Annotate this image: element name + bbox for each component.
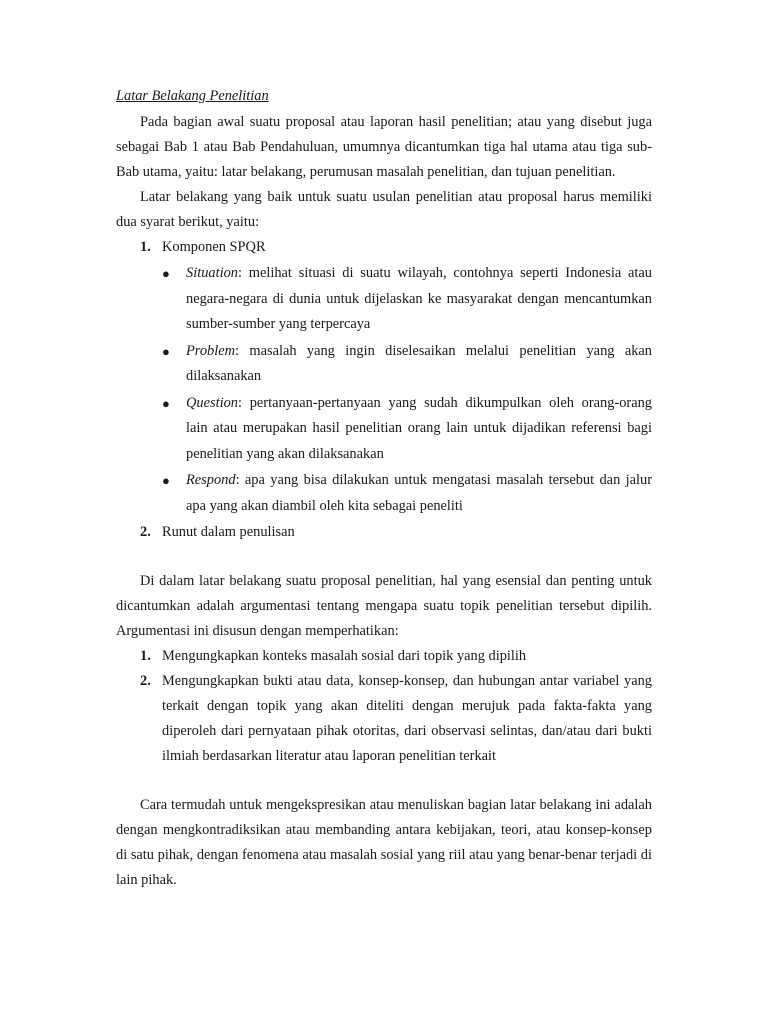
list-item — [116, 520, 652, 545]
spqr-list — [162, 261, 652, 519]
list-number: 2. — [140, 524, 151, 540]
bullet-icon: ● — [162, 343, 170, 359]
list-item — [116, 669, 652, 769]
list-item — [162, 339, 652, 390]
spqr-term: Problem — [186, 342, 236, 359]
paragraph-requirements: Latar belakang yang baik untuk suatu usulan penelitian atau proposal harus memiliki dua syarat berikut, yaitu: — [116, 189, 652, 230]
list-item — [162, 391, 652, 468]
list-item — [162, 468, 652, 519]
argumentation-list — [116, 644, 652, 769]
spacer — [116, 545, 652, 569]
spqr-term: Situation — [186, 265, 238, 281]
spqr-description: : pertanyaan-pertanyaan yang sudah dikumpulkan oleh orang-orang lain atau merupakan hasil penelitian orang lain untuk dijadikan referensi bagi penelitian yang akan dilaksanakan — [186, 394, 652, 462]
section-heading: Latar Belakang Penelitian — [116, 88, 269, 104]
list-number: 1. — [140, 239, 151, 255]
list-number: 1. — [140, 648, 151, 664]
list-item-text: Mengungkapkan konteks masalah sosial dari topik yang dipilih — [162, 648, 527, 664]
spqr-description: : melihat situasi di suatu wilayah, contohnya seperti Indonesia atau negara-negara di dunia untuk dijelaskan ke masyarakat dengan mencantumkan sumber-sumber yang terpercaya — [186, 265, 652, 332]
paragraph-intro: Pada bagian awal suatu proposal atau laporan hasil penelitian; atau yang disebut juga sebagai Bab 1 atau Bab Pendahuluan, umumnya dicantumkan tiga hal utama atau tiga sub-Bab utama, yaitu: latar belakang, perumusan masalah penelitian, dan tujuan penelitian. — [116, 114, 652, 180]
bullet-icon: ● — [162, 473, 170, 488]
bullet-icon: ● — [162, 266, 170, 281]
list-item — [116, 235, 652, 519]
spqr-term: Question — [186, 394, 238, 411]
list-item — [162, 261, 652, 338]
spqr-term: Respond — [186, 472, 236, 488]
requirements-list — [116, 235, 652, 545]
spqr-description: : masalah yang ingin diselesaikan melalui penelitian yang akan dilaksanakan — [186, 342, 652, 384]
list-item — [116, 644, 652, 669]
spacer — [116, 769, 652, 793]
bullet-icon: ● — [162, 395, 170, 411]
paragraph-conclusion: Cara termudah untuk mengekspresikan atau menuliskan bagian latar belakang ini adalah dengan mengkontradiksikan atau membanding antara kebijakan, teori, atau konsep-konsep di satu pihak, dengan fenomena atau masalah sosial yang riil atau yang benar-benar terjadi di lain pihak. — [116, 797, 652, 888]
list-number: 2. — [140, 673, 151, 689]
paragraph-argumentation: Di dalam latar belakang suatu proposal penelitian, hal yang esensial dan penting untuk dicantumkan adalah argumentasi tentang mengapa suatu topik penelitian tersebut dipilih. Argumentasi ini disusun dengan memperhatikan: — [116, 573, 652, 639]
list-item-text: Runut dalam penulisan — [162, 524, 295, 540]
list-item-text: Komponen SPQR — [162, 239, 266, 255]
list-item-text: Mengungkapkan bukti atau data, konsep-konsep, dan hubungan antar variabel yang terkait dengan topik yang akan diteliti dengan merujuk pada fakta-fakta yang diperoleh dari pernyataan pihak otoritas, dari observasi selintas, dan/atau dari bukti ilmiah berdasarkan literatur atau laporan penelitian terkait — [162, 673, 652, 764]
spqr-description: : apa yang bisa dilakukan untuk mengatasi masalah tersebut dan jalur apa yang akan diambil oleh kita sebagai peneliti — [186, 472, 652, 514]
